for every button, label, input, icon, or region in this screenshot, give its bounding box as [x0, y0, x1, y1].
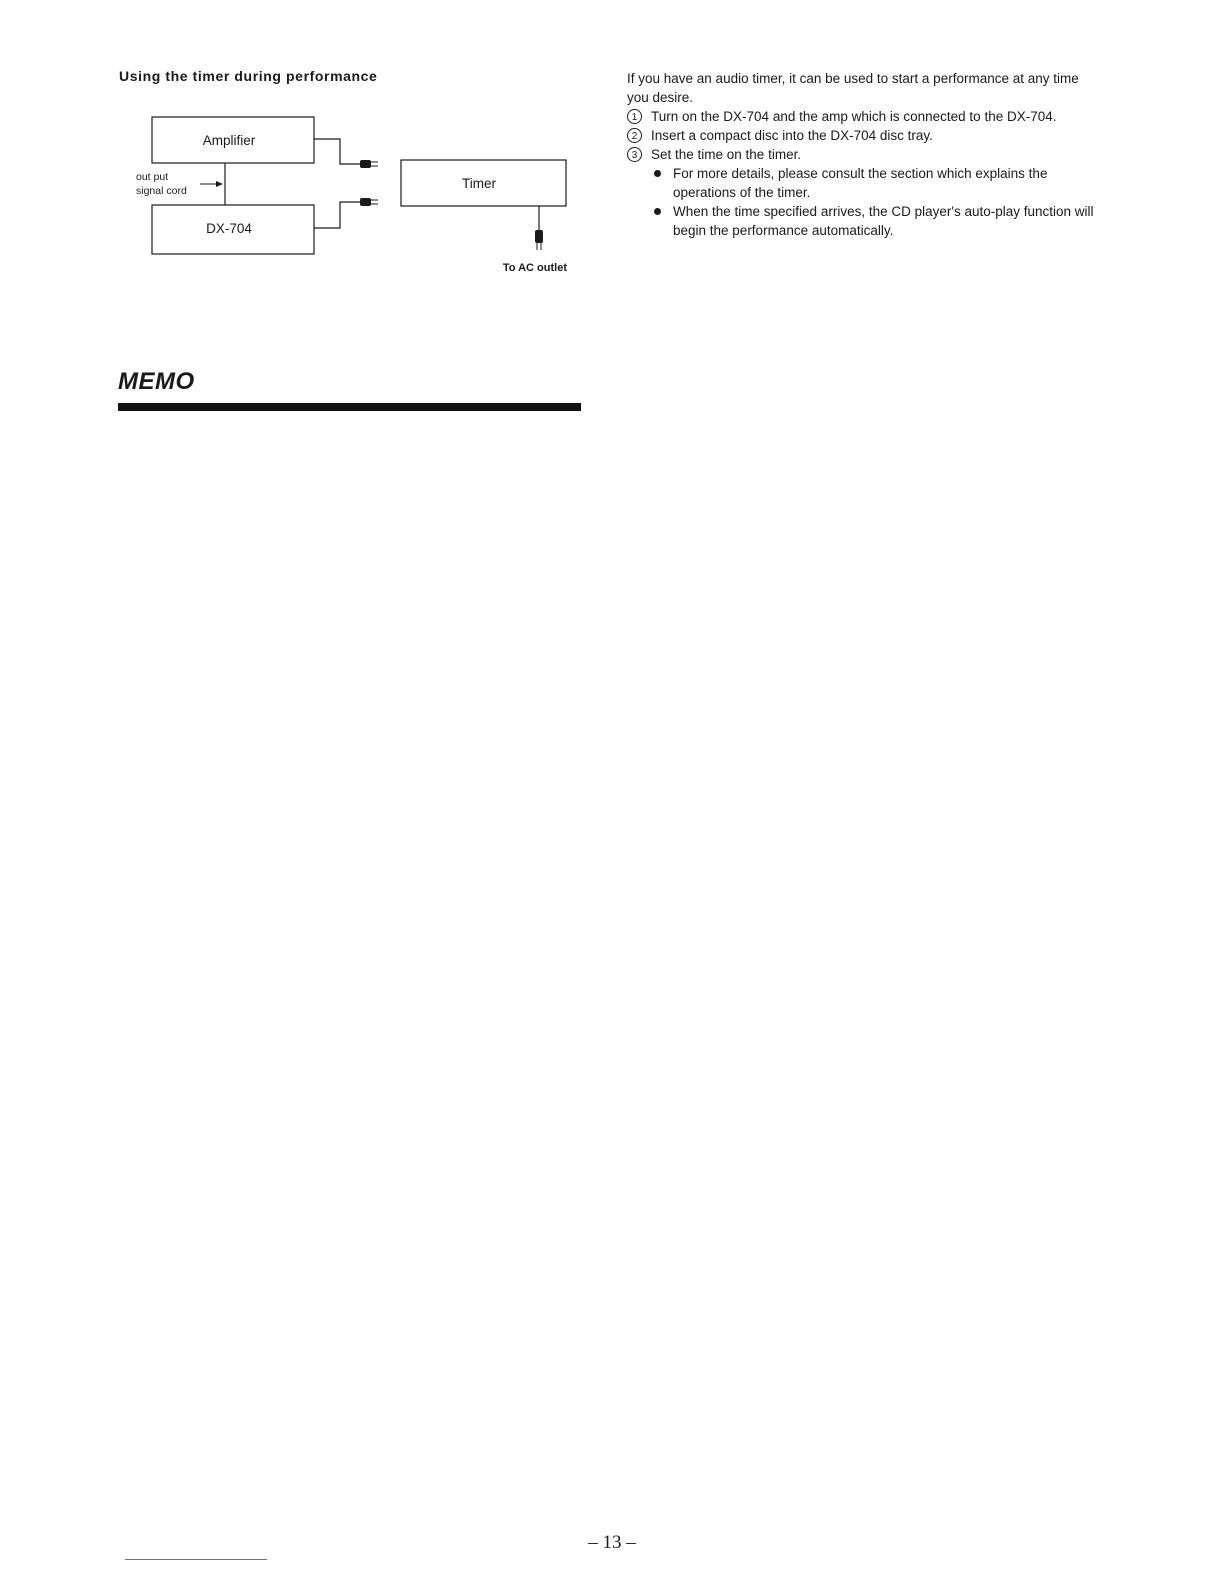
amplifier-power-cord: [314, 139, 360, 164]
amplifier-plug-icon: [360, 160, 371, 168]
intro-paragraph: If you have an audio timer, it can be used to start a performance at any time you desire.: [627, 71, 1079, 105]
output-label-line1: out put: [136, 171, 169, 183]
amplifier-label: Amplifier: [202, 133, 256, 148]
section-title: Using the timer during performance: [119, 68, 378, 84]
steps-list: [627, 107, 1097, 240]
connection-diagram: [0, 0, 600, 290]
signal-cord-arrowhead: [216, 181, 223, 187]
step-text: Set the time on the timer.: [651, 147, 802, 162]
step-item: [627, 107, 1097, 126]
output-label-line2: signal cord: [136, 185, 187, 197]
step-number-badge: 2: [627, 128, 642, 143]
step-number-badge: 3: [627, 147, 642, 162]
bullet-list: [651, 164, 1097, 240]
footer-line: [125, 1559, 267, 1560]
bullet-item: When the time specified arrives, the CD player's auto-play function will begin the performance automatically.: [651, 202, 1097, 240]
ac-outlet-label: To AC outlet: [502, 262, 567, 274]
page-number: – 13 –: [588, 1532, 636, 1553]
dx704-label: DX-704: [206, 221, 252, 236]
dx704-power-cord: [314, 202, 360, 228]
dx704-plug-icon: [360, 198, 371, 206]
step-item: [627, 126, 1097, 145]
instructions-block: [627, 69, 1097, 240]
step-item: [627, 145, 1097, 240]
bullet-item: For more details, please consult the section which explains the operations of the timer.: [651, 164, 1097, 202]
step-text: Turn on the DX-704 and the amp which is connected to the DX-704.: [651, 109, 1057, 124]
step-number-badge: 1: [627, 109, 642, 124]
memo-rule: [118, 403, 581, 411]
timer-plug-icon: [535, 230, 543, 243]
step-text: Insert a compact disc into the DX-704 disc tray.: [651, 128, 933, 143]
memo-title: MEMO: [118, 368, 195, 395]
timer-label: Timer: [462, 176, 496, 191]
